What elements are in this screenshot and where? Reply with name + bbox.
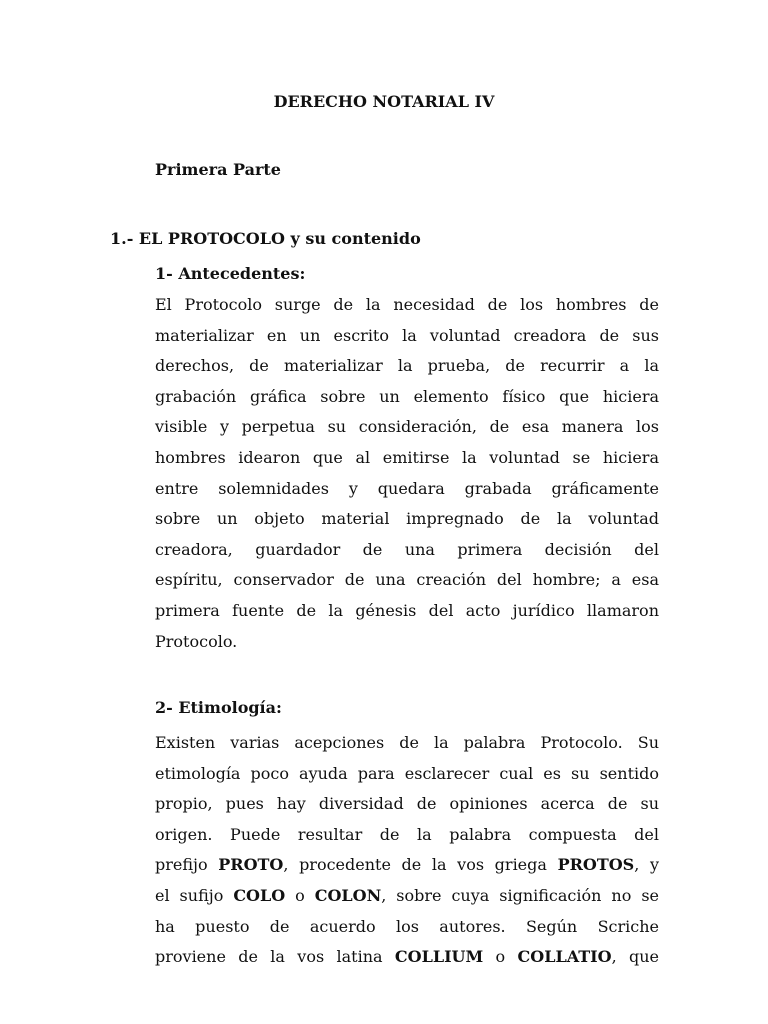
paragraph-antecedentes <box>155 290 659 657</box>
paragraph-line <box>155 881 659 912</box>
paragraph-line: hombres idearon que al emitirse la voluntad se hiciera <box>155 447 659 467</box>
paragraph-line: entre solemnidades y quedara grabada gráficamente <box>155 478 659 498</box>
paragraph-line: grabación gráfica sobre un elemento físico que hiciera <box>155 386 659 406</box>
paragraph-line: ha puesto de acuerdo los autores. Según Scriche <box>155 916 659 936</box>
text-fragment: prefijo <box>155 855 219 875</box>
paragraph-line: Protocolo. <box>155 631 238 651</box>
bold-term: COLLIUM <box>394 947 484 967</box>
paragraph-line: visible y perpetua su consideración, de esa manera los <box>155 417 659 437</box>
text-fragment: o <box>285 885 315 905</box>
paragraph-line: materializar en un escrito la voluntad creadora de sus <box>155 325 659 345</box>
text-fragment: , procedente de la vos griega <box>283 855 558 875</box>
paragraph-line: origen. Puede resultar de la palabra compuesta del <box>155 824 659 844</box>
paragraph-etimologia <box>155 728 659 973</box>
paragraph-line: El Protocolo surge de la necesidad de los hombres de <box>155 295 659 314</box>
paragraph-line: etimología poco ayuda para esclarecer cual es su sentido <box>155 763 659 783</box>
bold-term: COLLATIO <box>517 947 612 967</box>
paragraph-line <box>155 942 659 973</box>
paragraph-line: propio, pues hay diversidad de opiniones acerca de su <box>155 794 659 814</box>
paragraph-line: creadora, guardador de una primera decisión del <box>155 539 659 559</box>
text-fragment: proviene de la vos latina <box>155 947 395 967</box>
part-heading: Primera Parte <box>155 160 281 179</box>
subsection-heading-antecedentes: 1- Antecedentes: <box>155 264 306 283</box>
paragraph-line: Existen varias acepciones de la palabra Protocolo. Su <box>155 733 659 752</box>
paragraph-line: espíritu, conservador de una creación del hombre; a esa <box>155 570 659 590</box>
text-fragment: , sobre cuya significación no se <box>381 885 660 905</box>
text-fragment: o <box>483 947 518 967</box>
paragraph-line: sobre un objeto material impregnado de la voluntad <box>155 509 659 529</box>
text-fragment: , y <box>634 855 659 875</box>
text-fragment: , que <box>611 947 659 967</box>
subsection-heading-etimologia: 2- Etimología: <box>155 698 282 717</box>
bold-term: COLON <box>314 885 382 905</box>
bold-term: PROTO <box>218 855 284 875</box>
section-heading: 1.- EL PROTOCOLO y su contenido <box>110 229 421 248</box>
paragraph-line: derechos, de materializar la prueba, de recurrir a la <box>155 356 659 376</box>
bold-term: PROTOS <box>557 855 635 875</box>
paragraph-line: primera fuente de la génesis del acto jurídico llamaron <box>155 600 659 620</box>
paragraph-line <box>155 850 659 881</box>
bold-term: COLO <box>233 885 286 905</box>
document-title: DERECHO NOTARIAL IV <box>273 92 495 111</box>
text-fragment: el sufijo <box>155 885 234 905</box>
